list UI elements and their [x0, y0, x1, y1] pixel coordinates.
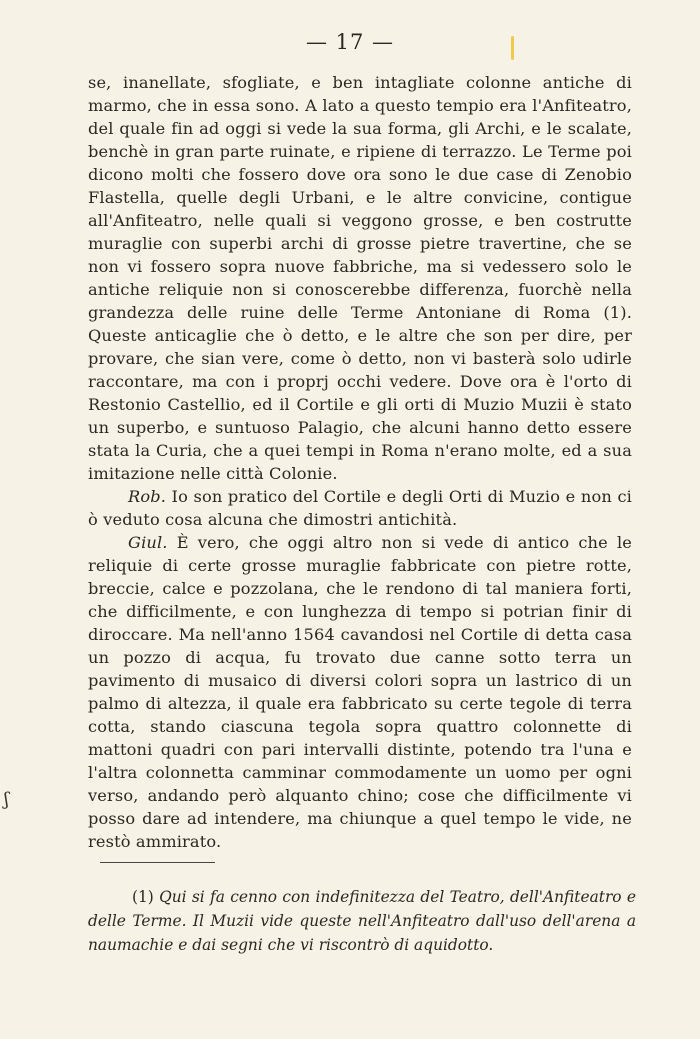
- paragraph-1: se, inanellate, sfogliate, e ben intagliate colonne antiche di marmo, che in essa sono. A lato a questo tempio era l'Anfiteatro, del quale fin ad oggi si vede la sua forma, gli Archi, e le scalate, benchè in gran parte ruinate, e ripiene di terrazzo. Le Terme poi dicono molti che fossero dove ora sono le due case di Zenobio Flastella, quelle degli Urbani, e le altre convicine, contigue all'Anfiteatro, nelle quali si veggono grosse, e ben costrutte muraglie con superbi archi di grosse pietre travertine, che se non vi fossero sopra nuove fabbriche, ma si vedessero solo le antiche reliquie non si conoscerebbe differenza, fuorchè nella grandezza delle ruine delle Terme Antoniane di Roma (1). Queste anticaglie che ò detto, e le altre che son per dire, per provare, che sian vere, come ò detto, non vi basterà solo udirle raccontare, ma con i proprj occhi vedere. Dove ora è l'orto di Restonio Castellio, ed il Cortile e gli orti di Muzio Muzii è stato un superbo, e suntuoso Palagio, che alcuni hanno detto essere stata la Curia, che a quei tempi in Roma n'erano molte, ed a sua imitazione nelle città Colonie.: [88, 73, 632, 483]
- speaker-giul: Giul.: [128, 533, 168, 552]
- footnote-divider: [100, 862, 215, 863]
- margin-mark: ʃ: [4, 789, 9, 810]
- yellow-ink-mark: [511, 36, 514, 60]
- page-number: — 17 —: [305, 30, 395, 54]
- paragraph-2-text: Io son pratico del Cortile e degli Orti di Muzio e non ci ò veduto cosa alcuna che dimostri antichità.: [88, 487, 632, 529]
- speaker-rob: Rob.: [128, 487, 167, 506]
- paragraph-3-text: È vero, che oggi altro non si vede di antico che le reliquie di certe grosse muraglie fabbricate con pietre rotte, breccie, calce e pozzolana, che le rendono di tal maniera forti, che difficilmente, e con lunghezza di tempo si potrian finir di diroccare. Ma nell'anno 1564 cavandosi nel Cortile di detta casa un pozzo di acqua, fu trovato due canne sotto terra un pavimento di musaico di diversi colori sopra un lastrico di un palmo di altezza, il quale era fabbricato su certe tegole di terra cotta, stando ciascuna tegola sopra quattro colonnette di mattoni quadri con pari intervalli distinte, potendo tra l'una e l'altra colonnetta camminar commodamente un uomo per ogni verso, andando però alquanto chino; cose che difficilmente vi posso dare ad intendere, ma chiunque a quel tempo le vide, ne restò ammirato.: [88, 533, 632, 851]
- footnote-marker: (1): [132, 888, 154, 906]
- body-text: [88, 71, 632, 853]
- footnote: [88, 885, 636, 957]
- paragraph-2: [88, 485, 632, 531]
- paragraph-3: [88, 531, 632, 853]
- footnote-text: Qui si fa cenno con indefinitezza del Teatro, dell'Anfiteatro e delle Terme. Il Muzii vide queste nell'Anfiteatro dall'uso dell'arena a naumachie e dai segni che vi riscontrò di aquidotto.: [88, 888, 636, 954]
